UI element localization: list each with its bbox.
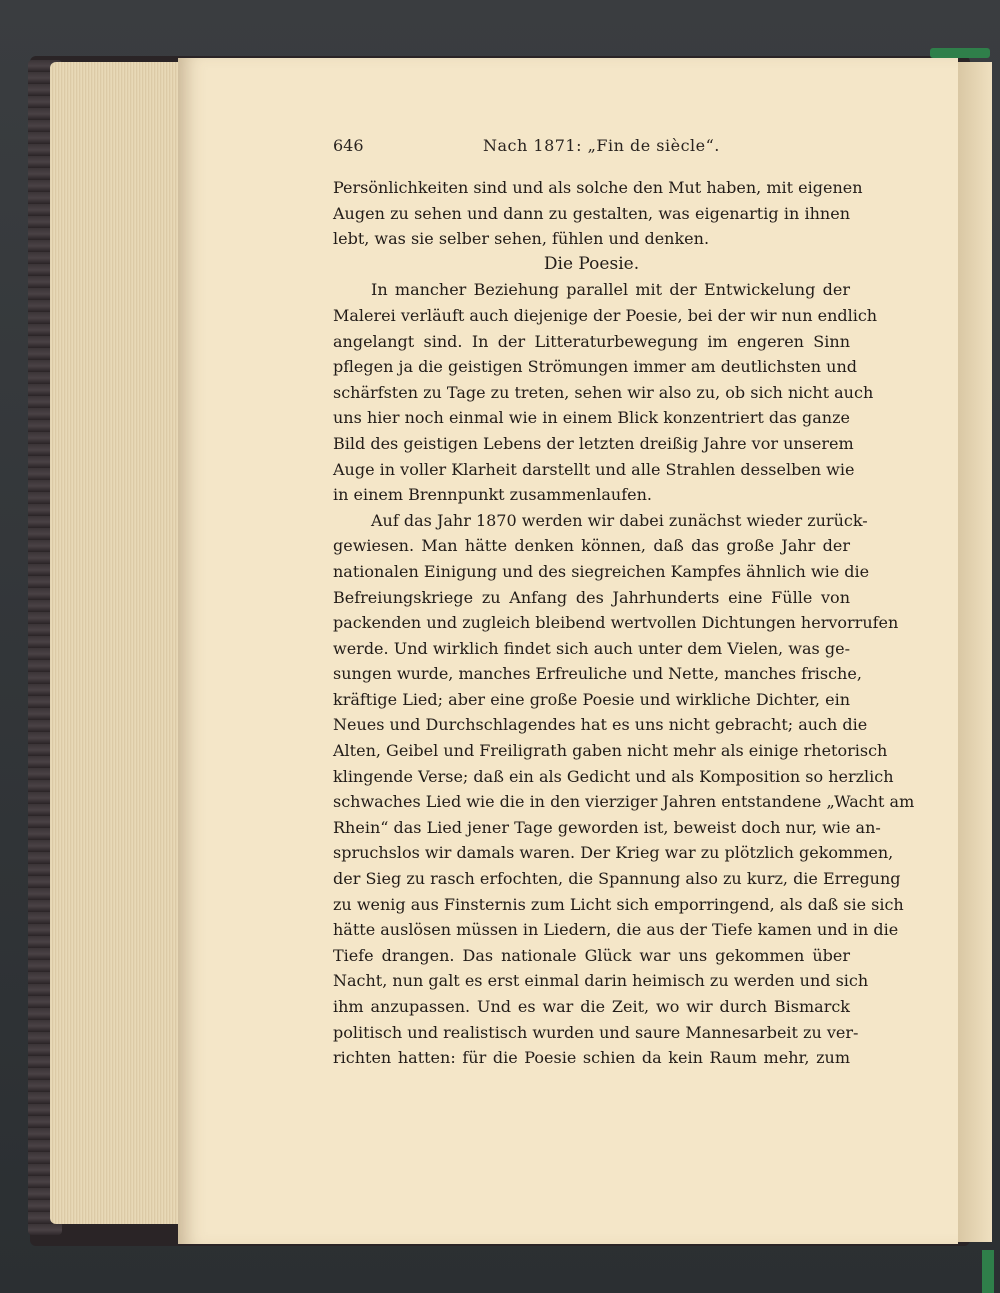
- text-line: kräftige Lied; aber eine große Poesie und wirkliche Dichter, ein: [333, 689, 850, 709]
- bookmark-ribbon-top: [930, 48, 990, 58]
- text-line: schärfsten zu Tage zu treten, sehen wir also zu, ob sich nicht auch: [333, 382, 874, 402]
- text-line: nationalen Einigung und des siegreichen Kampfes ähnlich wie die: [333, 561, 870, 581]
- text-line: pflegen ja die geistigen Strömungen immer am deutlichsten und: [333, 357, 857, 377]
- text-line: Persönlichkeiten sind und als solche den Mut haben, mit eigenen: [333, 178, 863, 197]
- text-line: Bild des geistigen Lebens der letzten dreißig Jahre vor unserem: [333, 433, 854, 453]
- body-text: [333, 175, 915, 1071]
- text-line: der Sieg zu rasch erfochten, die Spannung also zu kurz, die Erregung: [333, 869, 901, 889]
- facing-page-edge: [956, 62, 992, 1242]
- text-line: richten hatten: für die Poesie schien da kein Raum mehr, zum: [333, 1048, 850, 1068]
- text-line: Augen zu sehen und dann zu gestalten, was eigenartig in ihnen: [333, 203, 850, 223]
- text-line: in einem Brennpunkt zusammenlaufen.: [333, 485, 653, 505]
- text-line: hätte auslösen müssen in Liedern, die aus der Tiefe kamen und in die: [333, 920, 899, 940]
- page-edges: [50, 62, 180, 1224]
- text-line: Rhein“ das Lied jener Tage geworden ist, beweist doch nur, wie an-: [333, 817, 881, 837]
- text-line: Neues und Durchschlagendes hat es uns nicht gebracht; auch die: [333, 715, 868, 735]
- text-line: In mancher Beziehung parallel mit der Entwickelung der: [371, 280, 850, 300]
- bookmark-ribbon-bottom: [982, 1250, 994, 1293]
- text-line: Nacht, nun galt es erst einmal darin heimisch zu werden und sich: [333, 971, 869, 991]
- running-title: Nach 1871: „Fin de siècle“.: [483, 136, 720, 155]
- text-line: spruchslos wir damals waren. Der Krieg war zu plötzlich gekommen,: [333, 843, 894, 863]
- text-line: werde. Und wirklich findet sich auch unter dem Vielen, was ge-: [333, 638, 850, 658]
- text-line: Auf das Jahr 1870 werden wir dabei zunächst wieder zurück-: [371, 510, 868, 530]
- text-line: Befreiungskriege zu Anfang des Jahrhunderts eine Fülle von: [333, 587, 850, 607]
- text-line: sungen wurde, manches Erfreuliche und Nette, manches frische,: [333, 664, 862, 684]
- text-line: lebt, was sie selber sehen, fühlen und denken.: [333, 229, 710, 249]
- text-line: Auge in voller Klarheit darstellt und alle Strahlen desselben wie: [333, 459, 855, 479]
- text-line: gewiesen. Man hätte denken können, daß das große Jahr der: [333, 536, 850, 556]
- text-line: zu wenig aus Finsternis zum Licht sich emporringend, als daß sie sich: [333, 894, 904, 914]
- text-line: uns hier noch einmal wie in einem Blick konzentriert das ganze: [333, 408, 850, 428]
- text-line: angelangt sind. In der Litteraturbewegung im engeren Sinn: [333, 331, 850, 351]
- text-line: Tiefe drangen. Das nationale Glück war uns gekommen über: [333, 945, 850, 965]
- text-line: packenden und zugleich bleibend wertvollen Dichtungen hervorrufen: [333, 613, 899, 633]
- page-header: [333, 136, 853, 162]
- text-line: politisch und realistisch wurden und saure Mannesarbeit zu ver-: [333, 1022, 859, 1042]
- text-line: schwaches Lied wie die in den vierziger Jahren entstandene „Wacht am: [333, 792, 915, 812]
- section-heading: Die Poesie.: [543, 253, 640, 274]
- text-line: Malerei verläuft auch diejenige der Poesie, bei der wir nun endlich: [333, 305, 878, 325]
- page-number: 646: [333, 136, 364, 155]
- text-line: Alten, Geibel und Freiligrath gaben nicht mehr als einige rhetorisch: [333, 741, 888, 761]
- text-line: ihm anzupassen. Und es war die Zeit, wo wir durch Bismarck: [333, 997, 850, 1016]
- text-line: klingende Verse; daß ein als Gedicht und als Komposition so herzlich: [333, 766, 894, 786]
